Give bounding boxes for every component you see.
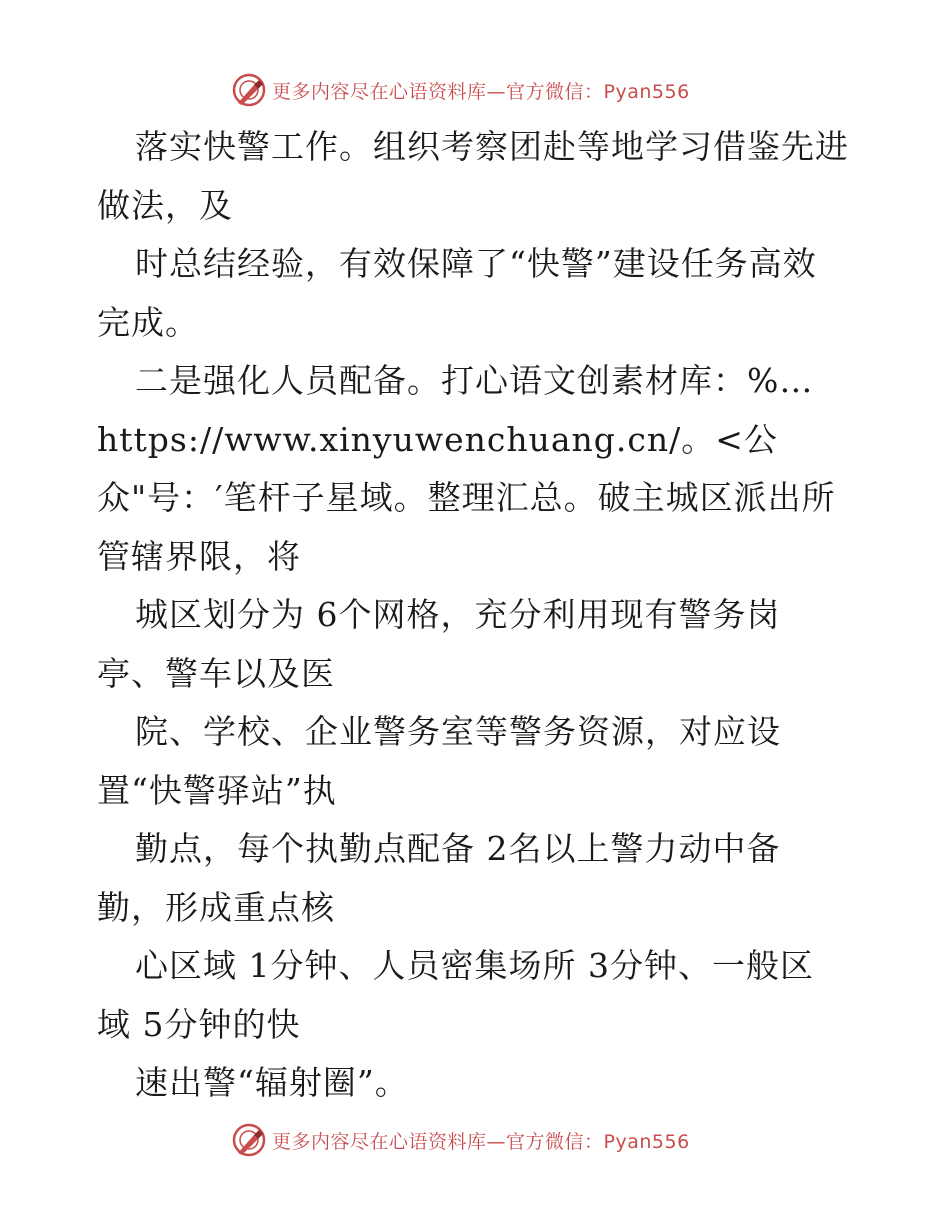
text-line: 速出警“辐射圈”。 xyxy=(135,1063,409,1102)
text-line: 时总结经验，有效保障了“快警”建设任务高效 xyxy=(135,244,817,283)
text-line: 心区域 1分钟、人员密集场所 3分钟、一般区 xyxy=(135,946,814,985)
text-line: 落实快警工作。组织考察团赴等地学习借鉴先进 xyxy=(135,127,849,166)
text-line: 做法，及 xyxy=(97,185,233,225)
text-line: 置“快警驿站”执 xyxy=(97,770,337,810)
pen-logo-icon xyxy=(232,1123,266,1157)
text-line: 域 5分钟的快 xyxy=(97,1004,301,1044)
header-banner-text: 更多内容尽在心语资料库—官方微信：Pyan556 xyxy=(272,80,690,103)
text-line: 院、学校、企业警务室等警务资源，对应设 xyxy=(135,712,781,751)
footer-banner xyxy=(232,1120,732,1160)
pen-logo-icon xyxy=(232,73,266,107)
text-line: 勤点，每个执勤点配备 2名以上警力动中备 xyxy=(135,829,781,868)
text-line: 众"号：′笔杆子星域。整理汇总。破主城区派出所 xyxy=(97,478,836,517)
header-banner xyxy=(232,70,732,110)
text-line: 勤，形成重点核 xyxy=(97,887,335,927)
text-line: 完成。 xyxy=(97,302,199,342)
text-line: 亭、警车以及医 xyxy=(97,653,335,693)
text-line: 管辖界限，将 xyxy=(97,536,301,576)
document-body xyxy=(97,118,857,1113)
text-line: 二是强化人员配备。打心语文创素材库：%… xyxy=(135,361,814,400)
text-line: https://www.xinyuwenchuang.cn/。<公 xyxy=(97,419,778,459)
footer-banner-text: 更多内容尽在心语资料库—官方微信：Pyan556 xyxy=(272,1130,690,1153)
text-line: 城区划分为 6个网格，充分利用现有警务岗 xyxy=(135,595,781,634)
